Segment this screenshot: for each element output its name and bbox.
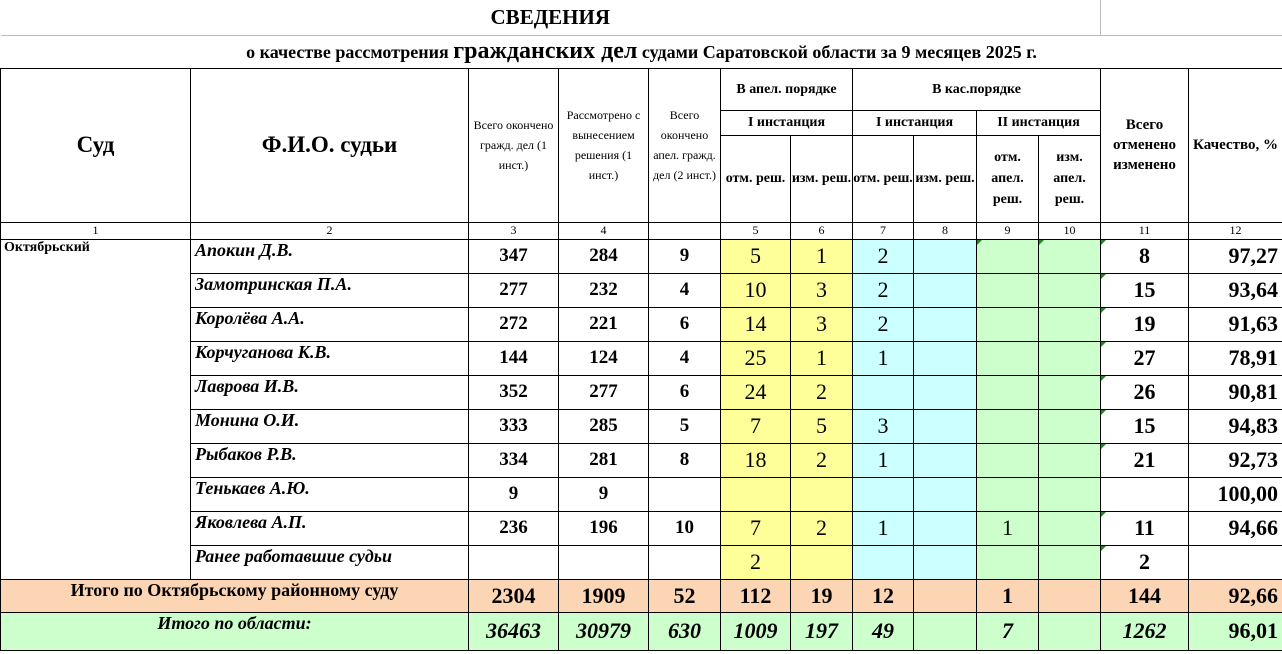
- header-inst1-cass: I инстанция: [853, 110, 977, 135]
- table-row: Корчуганова К.В. 144 124 4 25 1 1 27 78,91: [1, 341, 1282, 375]
- report-title: СВЕДЕНИЯ: [1, 0, 1101, 35]
- judge-name: Королёва А.А.: [191, 307, 469, 341]
- header-total-finished: Всего окончено гражд. дел (1 инст.): [469, 68, 559, 222]
- judge-name: Замотринская П.А.: [191, 273, 469, 307]
- table-row: Рыбаков Р.В. 334 281 8 18 2 1 21 92,73: [1, 443, 1282, 477]
- table-row: Королёва А.А. 272 221 6 14 3 2 19 91,63: [1, 307, 1282, 341]
- total-region-label: Итого по области:: [1, 612, 469, 650]
- header-changed-dec: изм. реш.: [791, 135, 853, 222]
- table-row: Октябрьский Апокин Д.В. 347 284 9 5 1 2 8 97,27: [1, 239, 1282, 273]
- judge-name: Рыбаков Р.В.: [191, 443, 469, 477]
- judge-name: Яковлева А.П.: [191, 511, 469, 545]
- header-judge: Ф.И.О. судьи: [191, 68, 469, 222]
- header-canceled-dec: отм. реш.: [721, 135, 791, 222]
- table-row: Яковлева А.П. 236 196 10 7 2 1 1 11 94,66: [1, 511, 1282, 545]
- judge-name: Тенькаев А.Ю.: [191, 477, 469, 511]
- judge-name: Монина О.И.: [191, 409, 469, 443]
- header-quality: Качество, %: [1189, 68, 1282, 222]
- total-court-label: Итого по Октябрьскому районному суду: [1, 579, 469, 612]
- report-subtitle: о качестве рассмотрения гражданских дел судами Саратовской области за 9 месяцев 2025 г.: [1, 35, 1282, 68]
- header-inst2-cass: II инстанция: [977, 110, 1101, 135]
- table-row: Лаврова И.В. 352 277 6 24 2 26 90,81: [1, 375, 1282, 409]
- header-reviewed-decision: Рассмотрено с вынесением решения (1 инст.): [559, 68, 649, 222]
- total-region-row: Итого по области: 36463 30979 630 1009 197 49 7 1262 96,01: [1, 612, 1282, 650]
- judge-name: Апокин Д.В.: [191, 239, 469, 273]
- total-court-row: Итого по Октябрьскому районному суду 2304 1909 52 112 19 12 1 144 92,66: [1, 579, 1282, 612]
- column-numbers-row: 1 2 3 4 5 6 7 8 9 10 11 12: [1, 222, 1282, 239]
- table-row: Монина О.И. 333 285 5 7 5 3 15 94,83: [1, 409, 1282, 443]
- header-canceled-dec2: отм. реш.: [853, 135, 914, 222]
- header-changed-dec2: изм. реш.: [914, 135, 977, 222]
- judge-name: Ранее работавшие судьи: [191, 545, 469, 579]
- header-appeal-group: В апел. порядке: [721, 68, 853, 110]
- header-court: Суд: [1, 68, 191, 222]
- header-canceled-app: отм. апел. реш.: [977, 135, 1039, 222]
- header-inst1-appeal: I инстанция: [721, 110, 853, 135]
- judge-name: Лаврова И.В.: [191, 375, 469, 409]
- header-total-appeal: Всего окончено апел. гражд. дел (2 инст.): [649, 68, 721, 222]
- table-row: Тенькаев А.Ю. 9 9 100,00: [1, 477, 1282, 511]
- table-row: Замотринская П.А. 277 232 4 10 3 2 15 93,64: [1, 273, 1282, 307]
- table-row: Ранее работавшие судьи 2 2: [1, 545, 1282, 579]
- court-name: Октябрьский: [1, 239, 191, 273]
- judge-name: Корчуганова К.В.: [191, 341, 469, 375]
- header-changed-app: изм. апел. реш.: [1039, 135, 1101, 222]
- header-cassation-group: В кас.порядке: [853, 68, 1101, 110]
- header-total-canceled: Всего отменено изменено: [1101, 68, 1189, 222]
